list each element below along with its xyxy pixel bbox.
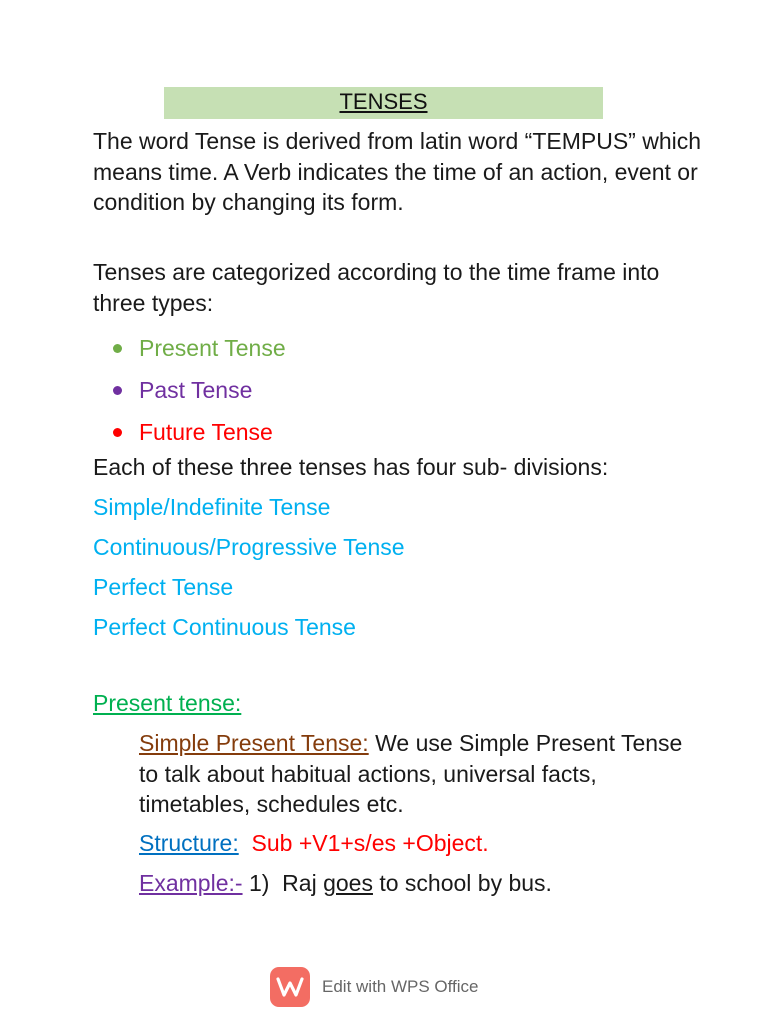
type-future: Future Tense bbox=[139, 419, 273, 445]
structure-label: Structure: bbox=[139, 830, 239, 856]
bullet-icon bbox=[113, 386, 122, 395]
type-past: Past Tense bbox=[139, 377, 253, 403]
type-present: Present Tense bbox=[139, 335, 286, 361]
wps-watermark[interactable] bbox=[270, 967, 479, 1007]
page-title: TENSES bbox=[164, 87, 603, 119]
subdivision-perfect-continuous: Perfect Continuous Tense bbox=[93, 614, 356, 640]
wps-logo-icon bbox=[270, 967, 310, 1007]
example-post: to school by bus. bbox=[372, 870, 552, 896]
example-number: 1) bbox=[248, 870, 270, 896]
example-pre: Raj bbox=[282, 870, 324, 896]
bullet-icon bbox=[113, 344, 122, 353]
subdivision-perfect: Perfect Tense bbox=[93, 574, 234, 600]
subdivisions-intro: Each of these three tenses has four sub- divisions: bbox=[93, 454, 609, 480]
wps-watermark-text: Edit with WPS Office bbox=[322, 977, 479, 996]
list-item bbox=[113, 327, 286, 369]
structure-line bbox=[139, 828, 699, 859]
simple-present-label: Simple Present Tense: bbox=[139, 730, 369, 756]
simple-present-paragraph bbox=[139, 728, 699, 820]
structure-formula: Sub +V1+s/es +Object. bbox=[251, 830, 489, 856]
list-item bbox=[113, 369, 286, 411]
list-item bbox=[113, 411, 286, 453]
bullet-icon bbox=[113, 428, 122, 437]
intro-paragraph: The word Tense is derived from latin word “TEMPUS” which means time. A Verb indicates the time of an action, event or condition by changing its form. bbox=[93, 128, 702, 215]
example-line bbox=[139, 868, 699, 899]
example-label: Example:- bbox=[139, 870, 243, 896]
categorized-paragraph: Tenses are categorized according to the time frame into three types: bbox=[93, 259, 660, 316]
tense-types-list bbox=[113, 327, 286, 453]
present-tense-heading: Present tense: bbox=[93, 690, 242, 716]
subdivision-continuous: Continuous/Progressive Tense bbox=[93, 534, 405, 560]
subdivision-simple: Simple/Indefinite Tense bbox=[93, 494, 331, 520]
example-verb: goes bbox=[323, 870, 373, 896]
simple-present-text: We use Simple Present Tense to talk about habitual actions, universal facts, timetables, schedules etc. bbox=[139, 730, 683, 817]
